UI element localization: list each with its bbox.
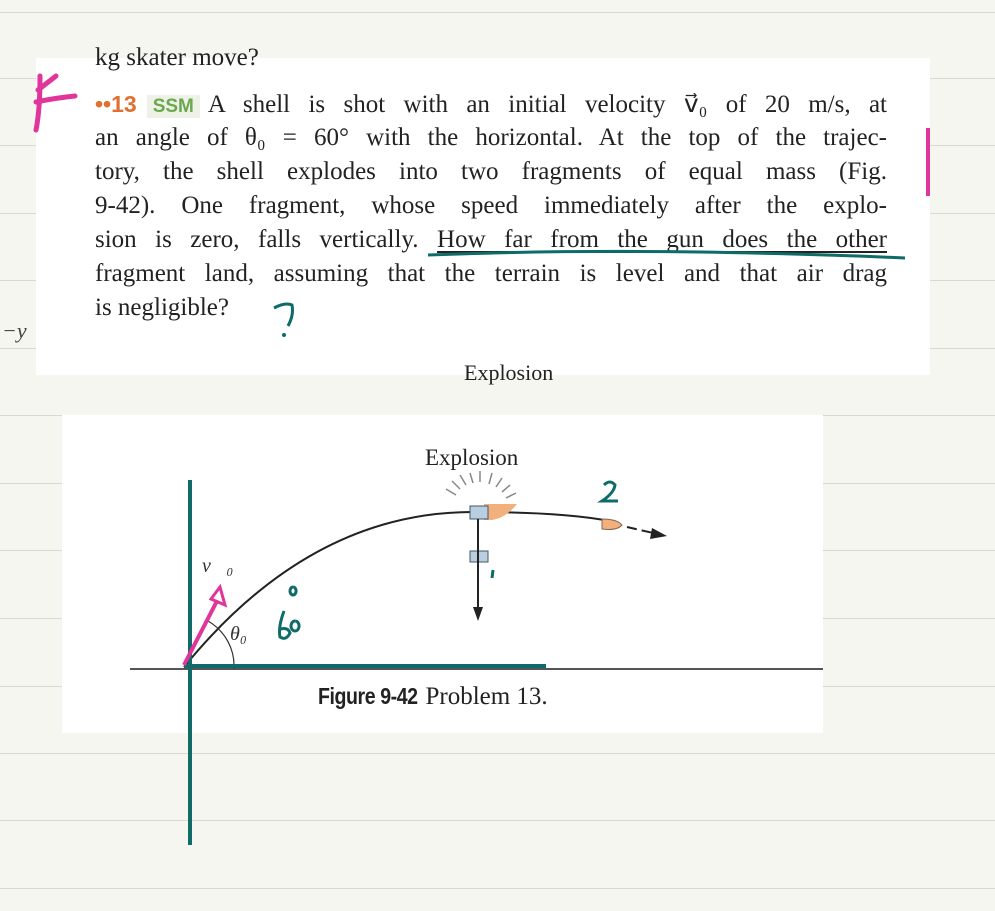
previous-problem-tail: kg skater move? <box>95 44 259 71</box>
problem-line-6: fragment land, assuming that the terrain is level and that air drag <box>95 260 887 287</box>
caption-bold: Figure 9-42 <box>318 683 418 709</box>
figure-caption <box>318 683 548 711</box>
cut-explosion-label: Explosion <box>464 360 554 385</box>
ssm-badge: SSM <box>147 95 200 118</box>
problem-line-7: is negligible? <box>95 294 229 321</box>
explosion-burst-icon <box>446 471 516 498</box>
trajectory <box>184 512 610 667</box>
arrow-down-icon <box>473 607 483 621</box>
fragment-2 <box>602 519 622 530</box>
angle-label: θ₀ <box>230 623 247 645</box>
explosion-label: Explosion <box>425 445 519 470</box>
figure-9-42-image[interactable] <box>62 415 823 733</box>
handwritten-1 <box>492 570 493 578</box>
text: A shell is shot with an initial velocity v⃗₀ of 20 m/s, at <box>207 91 887 118</box>
problem-text-image[interactable] <box>36 44 930 385</box>
caption-text: Problem 13. <box>425 683 548 710</box>
ruled-line <box>0 753 995 754</box>
ruled-line <box>0 820 995 821</box>
problem-line-5 <box>95 223 887 257</box>
handwritten-60-degrees <box>280 587 300 638</box>
velocity-label: v⃗₀ <box>202 555 234 577</box>
underlined-question: How far from the gun does the other <box>437 226 887 253</box>
shell-body <box>470 506 488 519</box>
margin-label: −y <box>2 318 27 343</box>
problem-number: ••13 <box>95 91 137 117</box>
problem-line-4: 9-42). One fragment, whose speed immediately after the explo- <box>95 192 887 219</box>
problem-line-1 <box>95 87 887 121</box>
problem-line-2: an angle of θ₀ = 60° with the horizontal. At the top of the trajec- <box>95 124 887 151</box>
text: sion is zero, falls vertically. <box>95 226 419 253</box>
handwritten-2 <box>602 482 618 501</box>
ruled-line <box>0 888 995 889</box>
problem-line-3: tory, the shell explodes into two fragments of equal mass (Fig. <box>95 158 887 185</box>
ruled-line <box>0 12 995 13</box>
arrow-right-icon <box>650 528 667 539</box>
